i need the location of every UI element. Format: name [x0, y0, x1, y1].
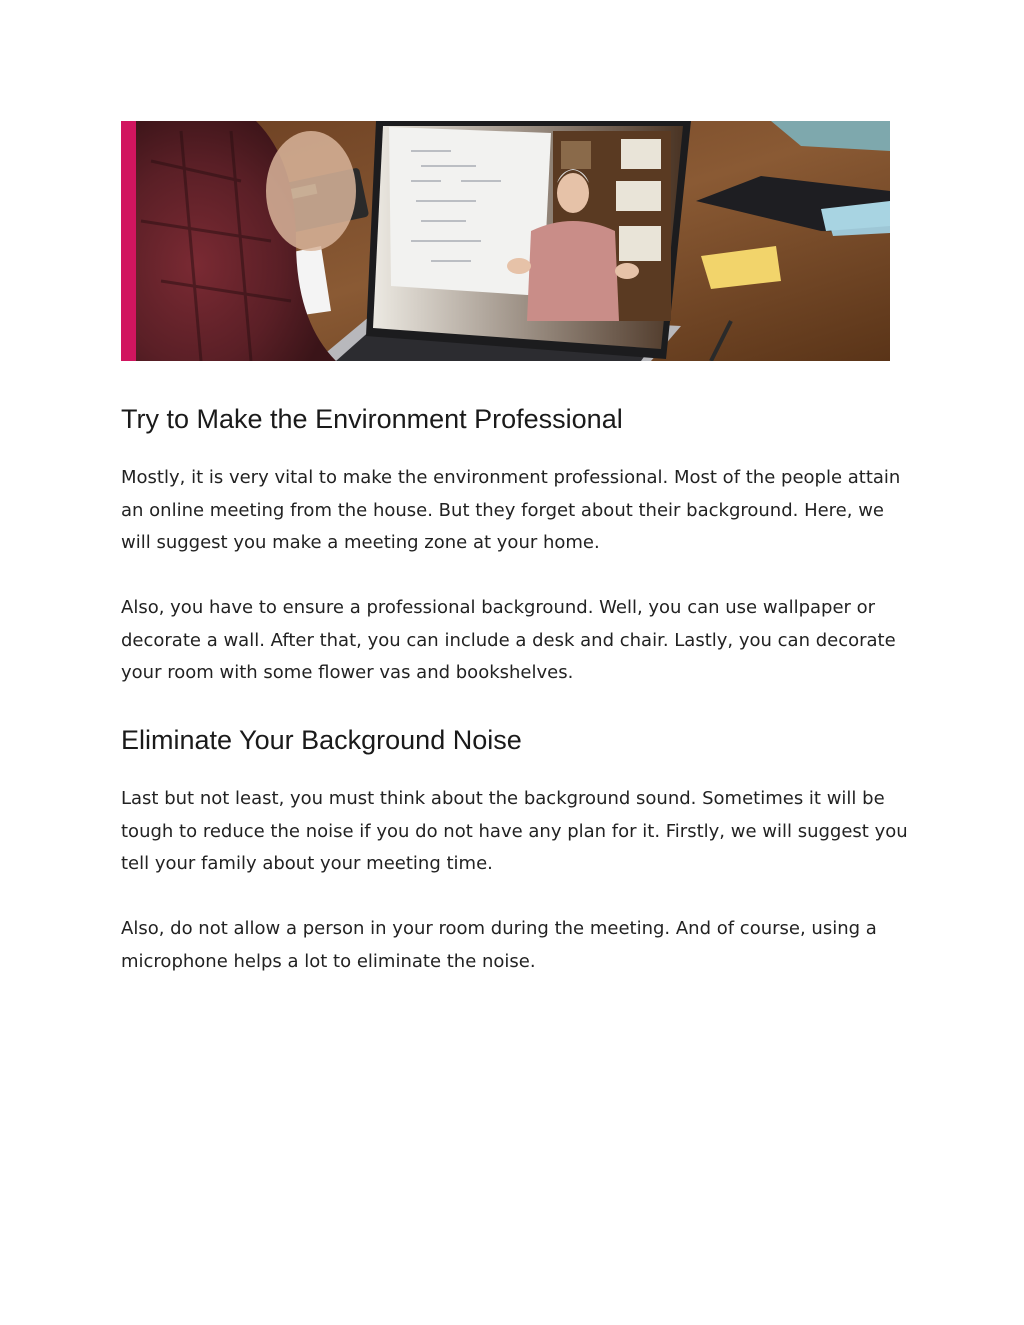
- section-heading: Eliminate Your Background Noise: [121, 725, 522, 755]
- paragraph: Also, you have to ensure a professional background. Well, you can use wallpaper or decorate a wall. After that, you can include a desk and chair. Lastly, you can decorate your room with some flower vas and bookshelves.: [121, 597, 896, 684]
- paragraph: Last but not least, you must think about the background sound. Sometimes it will be tough to reduce the noise if you do not have any plan for it. Firstly, we will suggest you tell your family about your meeting time.: [121, 788, 908, 875]
- section-heading: Try to Make the Environment Professional: [121, 404, 623, 434]
- paragraph: Mostly, it is very vital to make the environment professional. Most of the people attain an online meeting from the house. But they forget about their background. Here, we will suggest you make a meeting zone at your home.: [121, 467, 901, 554]
- hero-image: [121, 121, 890, 361]
- laptop-online-class-photo: [121, 121, 890, 361]
- paragraph: Also, do not allow a person in your room during the meeting. And of course, using a microphone helps a lot to eliminate the noise.: [121, 918, 877, 972]
